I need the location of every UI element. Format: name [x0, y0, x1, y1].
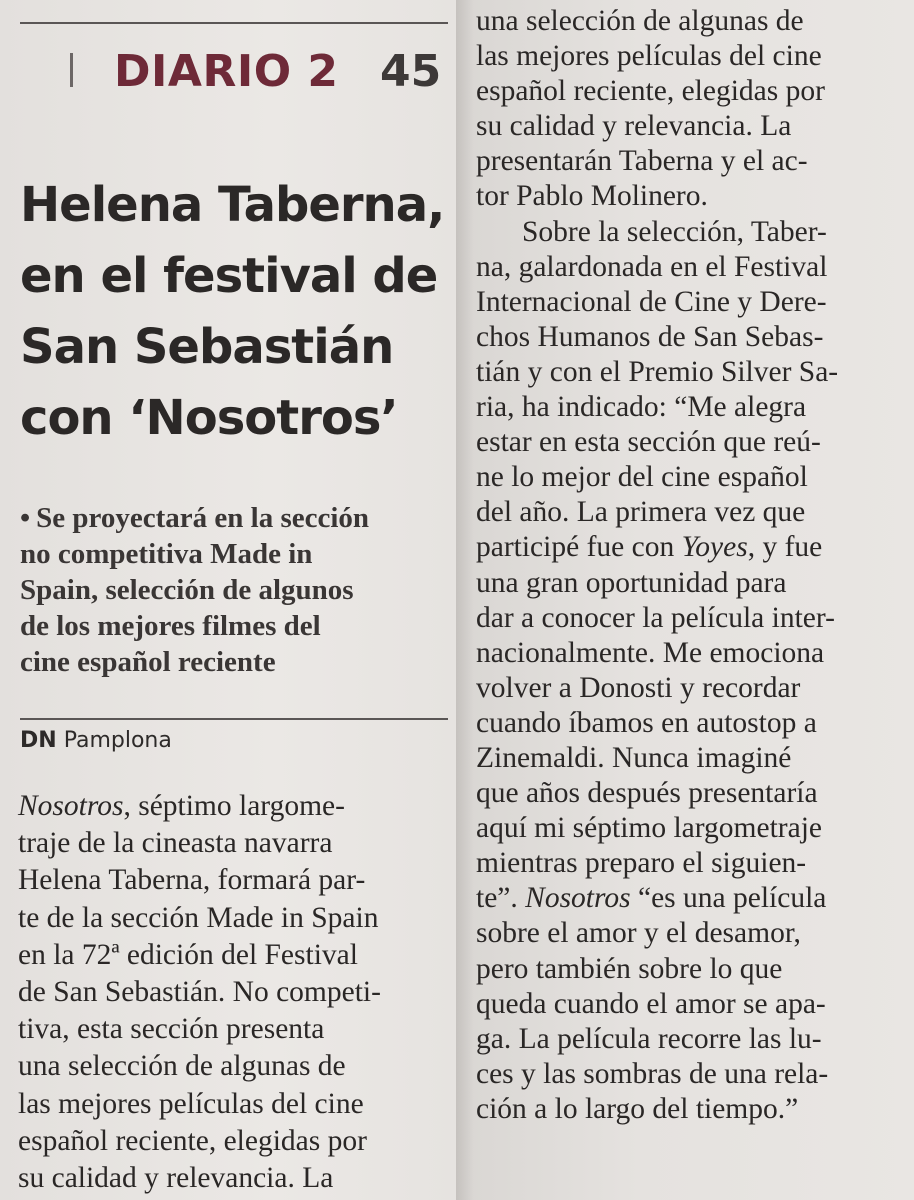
- body-text: Internacional de Cine y Dere-: [476, 285, 827, 318]
- body-text: Zinemaldi. Nunca imaginé: [476, 741, 792, 774]
- summary-line: Spain, selección de algunos: [20, 574, 354, 606]
- body-line: [18, 1086, 450, 1123]
- body-line: [18, 900, 450, 937]
- headline-line: Helena Taberna,: [20, 177, 445, 233]
- body-text: una gran oportunidad para: [476, 566, 787, 599]
- top-rule: [20, 22, 448, 24]
- body-line: [18, 974, 450, 1011]
- section-divider: [70, 53, 73, 87]
- summary-line: • Se proyectará en la sección: [20, 502, 370, 534]
- body-line: [476, 495, 896, 530]
- headline: [20, 170, 450, 454]
- headline-line: en el festival de: [20, 248, 438, 304]
- body-text: estar en esta sección que reú-: [476, 426, 821, 459]
- body-line: [476, 671, 896, 706]
- body-text: su calidad y relevancia. La: [18, 1162, 334, 1195]
- body-text: pero también sobre lo que: [476, 952, 783, 985]
- body-line: [476, 846, 896, 881]
- body-line: [476, 460, 896, 495]
- body-text: Helena Taberna, formará par-: [18, 864, 366, 897]
- body-line: [18, 1011, 450, 1048]
- body-line: [476, 776, 896, 811]
- body-line: [476, 1092, 896, 1127]
- body-text: traje de la cineasta navarra: [18, 827, 333, 860]
- body-line: [476, 1057, 896, 1092]
- body-line: [476, 706, 896, 741]
- body-text: dar a conocer la película inter-: [476, 601, 835, 634]
- body-line: [476, 987, 896, 1022]
- summary-line: no competitiva Made in: [20, 538, 313, 570]
- body-text: las mejores películas del cine: [18, 1087, 364, 1120]
- bullet-icon: •: [20, 502, 31, 534]
- body-line: [476, 355, 896, 390]
- body-text: volver a Donosti y recordar: [476, 671, 801, 704]
- body-text: ga. La película recorre las lu-: [476, 1022, 822, 1055]
- body-text: español reciente, elegidas por: [476, 75, 825, 108]
- body-text: tiva, esta sección presenta: [18, 1013, 325, 1046]
- body-line: [476, 109, 896, 144]
- headline-line: San Sebastián: [20, 319, 394, 375]
- body-line: [476, 39, 896, 74]
- body-line: [476, 390, 896, 425]
- body-text: Sobre la selección, Taber-: [522, 215, 827, 248]
- body-text: te de la sección Made in Spain: [18, 901, 379, 934]
- body-text: cuando íbamos en autostop a: [476, 706, 817, 739]
- body-text: las mejores películas del cine: [476, 40, 822, 73]
- body-line: [476, 179, 896, 214]
- body-line: [476, 425, 896, 460]
- body-line: [476, 811, 896, 846]
- body-line: [18, 1123, 450, 1160]
- body-text: na, galardonada en el Festival: [476, 250, 828, 283]
- body-line: [476, 285, 896, 320]
- body-text: de San Sebastián. No competi-: [18, 976, 381, 1009]
- body-text: su calidad y relevancia. La: [476, 110, 792, 143]
- body-line: [476, 74, 896, 109]
- body-line: [476, 601, 896, 636]
- body-line: [476, 881, 896, 916]
- body-text: nacionalmente. Me emociona: [476, 636, 825, 669]
- body-text: participé fue con: [476, 531, 682, 564]
- body-text: español reciente, elegidas por: [18, 1124, 367, 1157]
- body-line: [476, 1022, 896, 1057]
- body-text: , séptimo largome-: [123, 790, 345, 822]
- body-line: [476, 250, 896, 285]
- page-number: 45: [380, 46, 442, 97]
- body-text: ria, ha indicado: “Me alegra: [476, 391, 807, 424]
- body-text: del año. La primera vez que: [476, 496, 806, 529]
- body-text: tor Pablo Molinero.: [476, 180, 708, 213]
- body-line: [476, 320, 896, 355]
- article-body-left: [18, 788, 450, 1197]
- body-text: una selección de algunas de: [18, 1050, 346, 1083]
- section-name: DIARIO 2: [114, 46, 339, 97]
- body-text: una selección de algunas de: [476, 5, 804, 37]
- body-line: [476, 144, 896, 179]
- body-line: [18, 862, 450, 899]
- body-line: [476, 530, 896, 565]
- body-line: [476, 916, 896, 951]
- body-line: [476, 215, 896, 250]
- italic-title: Nosotros: [525, 882, 631, 915]
- byline-rule: [20, 718, 448, 720]
- body-text: mientras preparo el siguien-: [476, 847, 807, 880]
- headline-line: con ‘Nosotros’: [20, 390, 398, 446]
- body-text: , y fue: [747, 531, 823, 564]
- byline-place: Pamplona: [63, 728, 172, 753]
- body-line: [476, 4, 896, 39]
- body-line: [18, 1160, 450, 1197]
- summary-line: cine español reciente: [20, 646, 276, 678]
- body-line: [18, 825, 450, 862]
- body-line: [18, 937, 450, 974]
- body-text: ción a lo largo del tiempo.”: [476, 1092, 799, 1125]
- body-text: ces y las sombras de una rela-: [476, 1057, 829, 1090]
- body-line: [476, 636, 896, 671]
- body-text: que años después presentaría: [476, 777, 818, 810]
- page-fold-shadow: [456, 0, 474, 1200]
- body-text: presentarán Taberna y el ac-: [476, 145, 808, 178]
- summary-line: de los mejores filmes del: [20, 610, 321, 642]
- body-line: [18, 788, 450, 825]
- body-line: [476, 952, 896, 987]
- byline: [20, 728, 172, 753]
- body-text: queda cuando el amor se apa-: [476, 987, 826, 1020]
- body-text: ne lo mejor del cine español: [476, 461, 808, 494]
- body-text: en la 72ª edición del Festival: [18, 938, 358, 971]
- article-body-right: [476, 4, 896, 1127]
- italic-title: Nosotros: [18, 790, 124, 822]
- body-text: sobre el amor y el desamor,: [476, 917, 801, 950]
- byline-agency: DN: [20, 728, 57, 753]
- summary: [20, 500, 450, 680]
- body-text: aquí mi séptimo largometraje: [476, 812, 822, 845]
- body-text: tián y con el Premio Silver Sa-: [476, 355, 839, 388]
- body-text: te”.: [476, 882, 526, 915]
- body-line: [476, 566, 896, 601]
- body-text: chos Humanos de San Sebas-: [476, 320, 824, 353]
- body-line: [476, 741, 896, 776]
- italic-title: Yoyes: [681, 531, 748, 564]
- body-text: “es una película: [630, 882, 827, 915]
- body-line: [18, 1048, 450, 1085]
